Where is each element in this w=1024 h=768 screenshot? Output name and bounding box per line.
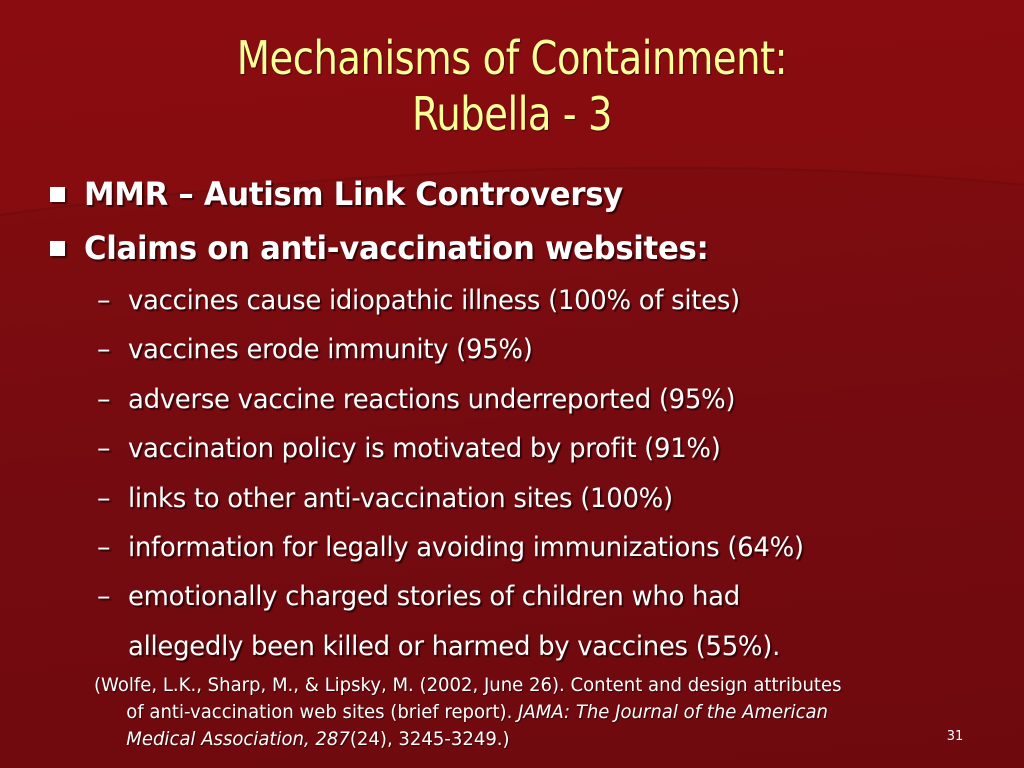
dash-marker: –: [97, 383, 111, 415]
sub-bullet-item: [40, 474, 980, 523]
sub-bullet-item: [40, 375, 980, 424]
title-line-1: Mechanisms of Containment:: [236, 31, 788, 85]
sub-bullet-item: [40, 424, 980, 473]
sub-bullet-continuation: [40, 622, 980, 671]
citation: [94, 672, 954, 753]
bullet-text: Claims on anti-vaccination websites:: [84, 229, 709, 267]
citation-journal-title: JAMA: The Journal of the American: [518, 701, 829, 723]
sub-bullet-text: allegedly been killed or harmed by vaccines (55%).: [128, 630, 781, 662]
title-line-2: Rubella - 3: [411, 87, 613, 141]
bullet-text: MMR – Autism Link Controversy: [84, 175, 623, 213]
bullet-item: [40, 222, 980, 276]
square-bullet-icon: [50, 187, 65, 202]
sub-bullet-text: vaccination policy is motivated by profit (91%): [128, 433, 721, 465]
dash-marker: –: [97, 532, 111, 564]
dash-marker: –: [97, 285, 111, 316]
dash-marker: –: [97, 334, 111, 366]
citation-line-1: (Wolfe, L.K., Sharp, M., & Lipsky, M. (2002, June 26). Content and design attributes: [94, 674, 842, 696]
citation-journal-volume: Medical Association, 287: [126, 728, 350, 750]
slide-number: 31: [946, 729, 964, 744]
slide-title: [60, 30, 964, 142]
sub-bullet-text: links to other anti-vaccination sites (100%): [128, 482, 673, 514]
sub-bullet-text: adverse vaccine reactions underreported (95%): [128, 383, 736, 415]
bullet-list: [40, 168, 980, 671]
dash-marker: –: [97, 581, 111, 613]
citation-line-2-text: of anti-vaccination web sites (brief report).: [126, 701, 519, 723]
square-bullet-icon: [50, 241, 65, 256]
citation-pages: (24), 3245-3249.): [349, 728, 510, 750]
sub-bullet-text: vaccines erode immunity (95%): [128, 334, 533, 366]
sub-bullet-text: emotionally charged stories of children who had: [128, 581, 740, 613]
sub-bullet-text: information for legally avoiding immunizations (64%): [128, 532, 804, 564]
sub-bullet-list: [40, 276, 980, 671]
citation-line-2: [94, 699, 911, 726]
sub-bullet-item: [40, 276, 980, 325]
sub-bullet-item: [40, 523, 980, 572]
dash-marker: –: [97, 482, 111, 514]
citation-line-3: [94, 726, 911, 753]
sub-bullet-item: [40, 572, 980, 621]
bullet-item: [40, 168, 980, 222]
sub-bullet-text: vaccines cause idiopathic illness (100% of sites): [128, 285, 740, 316]
dash-marker: –: [97, 433, 111, 465]
sub-bullet-item: [40, 325, 980, 374]
